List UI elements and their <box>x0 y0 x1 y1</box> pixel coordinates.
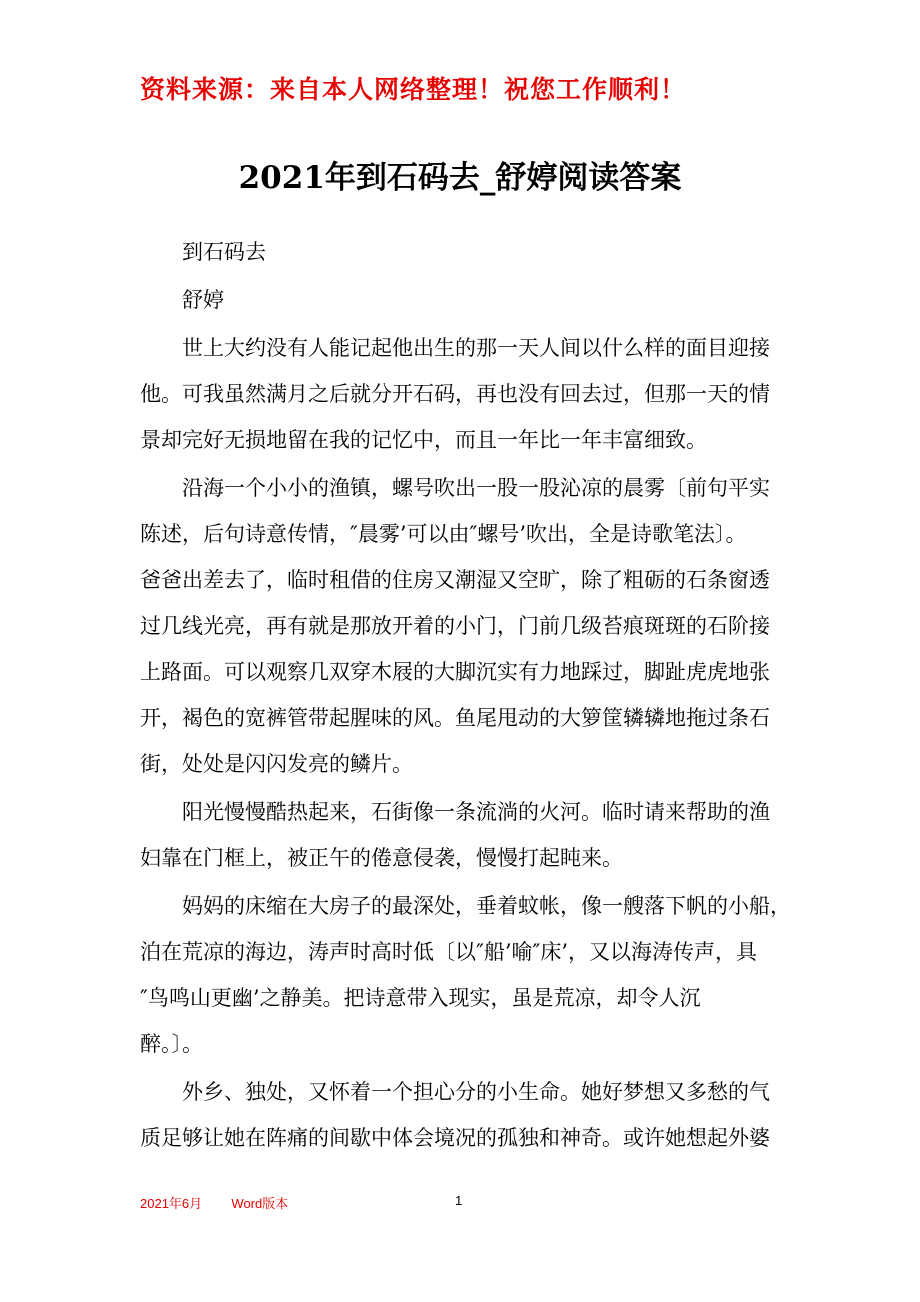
source-banner: 资料来源：来自本人网络整理！祝您工作顺利！ <box>140 75 687 104</box>
paragraph-line: 过几线光亮，再有就是那放开着的小门，门前几级苔痕斑斑的石阶接 <box>140 614 770 638</box>
paragraph-line: 开，褐色的宽裤管带起腥味的风。鱼尾甩动的大箩筐辚辚地拖过条石 <box>140 706 770 730</box>
footer-version: Word版本 <box>231 1196 289 1211</box>
document-title: 2021年到石码去_舒婷阅读答案 <box>238 160 682 196</box>
paragraph-line: 上路面。可以观察几双穿木屐的大脚沉实有力地踩过，脚趾虎虎地张 <box>140 660 770 684</box>
paragraph <box>140 229 800 275</box>
paragraph-line: 阳光慢慢酷热起来，石街像一条流淌的火河。临时请来帮助的渔 <box>182 800 770 824</box>
paragraph-line: 外乡、独处，又怀着一个担心分的小生命。她好梦想又多愁的气 <box>182 1080 770 1104</box>
paragraph-line: 质足够让她在阵痛的间歇中体会境况的孤独和神奇。或许她想起外婆 <box>140 1126 770 1150</box>
paragraph <box>140 325 800 463</box>
page-number: 1 <box>455 1193 463 1208</box>
paragraph-line: 舒婷 <box>182 288 224 312</box>
paragraph-line: 醉。〕。 <box>140 1032 203 1056</box>
paragraph <box>140 465 800 787</box>
paragraph-line: 到石码去 <box>182 240 266 264</box>
paragraph <box>140 1069 800 1161</box>
paragraph <box>140 883 800 1067</box>
paragraph-line: 景却完好无损地留在我的记忆中，而且一年比一年丰富细致。 <box>140 428 707 452</box>
paragraph-line: 妇靠在门框上，被正午的倦意侵袭，慢慢打起盹来。 <box>140 846 623 870</box>
paragraph-line: 世上大约没有人能记起他出生的那一天人间以什么样的面目迎接 <box>182 336 770 360</box>
paragraph-line: 陈述，后句诗意传情，″晨雾’可以由″螺号’吹出，全是诗歌笔法〕。 <box>140 522 747 546</box>
paragraph <box>140 277 800 323</box>
paragraph-line: 他。可我虽然满月之后就分开石码，再也没有回去过，但那一天的情 <box>140 382 770 406</box>
paragraph-line: ″鸟鸣山更幽’之静美。把诗意带入现实，虽是荒凉，却令人沉 <box>140 986 701 1010</box>
paragraph-line: 爸爸出差去了，临时租借的住房又潮湿又空旷，除了粗砺的石条窗透 <box>140 568 770 592</box>
document-body <box>140 229 800 1163</box>
footer <box>140 1193 288 1212</box>
paragraph-line: 妈妈的床缩在大房子的最深处，垂着蚊帐，像一艘落下帆的小船， <box>182 894 791 918</box>
footer-date: 2021年6月 <box>140 1196 203 1211</box>
paragraph-line: 街，处处是闪闪发亮的鳞片。 <box>140 752 413 776</box>
paragraph-line: 泊在荒凉的海边，涛声时高时低〔以″船’喻″床’，又以海涛传声，具 <box>140 940 758 964</box>
paragraph <box>140 789 800 881</box>
paragraph-line: 沿海一个小小的渔镇，螺号吹出一股一股沁凉的晨雾〔前句平实 <box>182 476 770 500</box>
